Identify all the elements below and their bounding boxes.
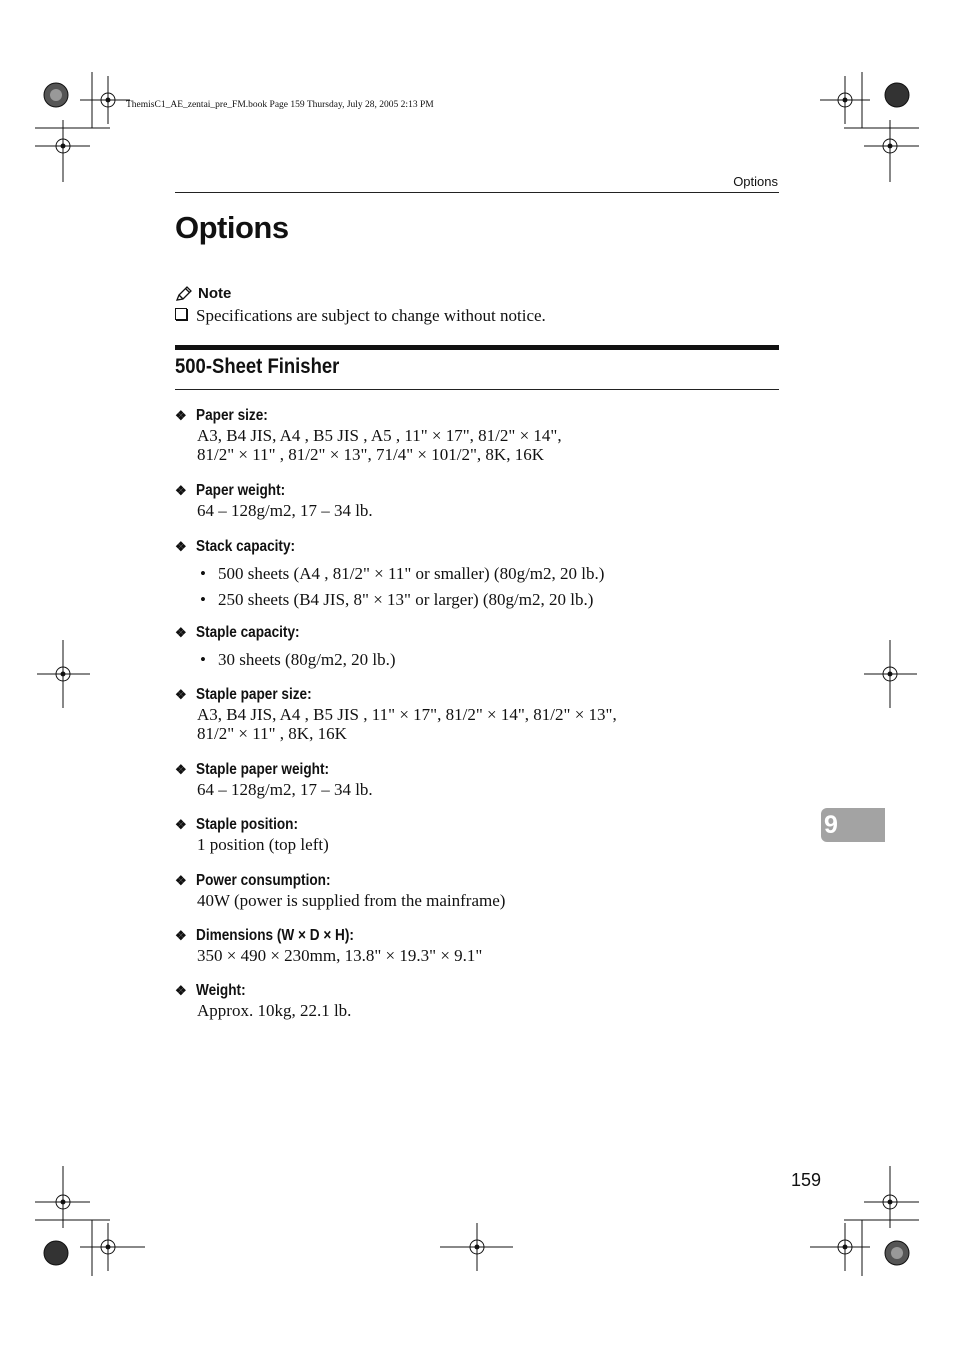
spec-label: Power consumption:	[196, 872, 331, 889]
spec-line: A3, B4 JIS, A4 , B5 JIS , 11" × 17", 81/2" × 14", 81/2" × 13",	[197, 705, 617, 724]
spec-paper-weight	[175, 480, 781, 520]
spec-line: Approx. 10kg, 22.1 lb.	[197, 1001, 352, 1020]
spec-line: 64 – 128g/m2, 17 – 34 lb.	[197, 780, 373, 799]
spec-label: Staple paper size:	[196, 686, 312, 703]
section-rule-thick	[175, 345, 779, 350]
spec-label: Paper weight:	[196, 482, 286, 499]
spec-label: Staple paper weight:	[196, 761, 329, 778]
diamond-icon: ❖	[175, 983, 187, 998]
spec-label: Dimensions (W × D × H):	[196, 927, 354, 944]
diamond-icon: ❖	[175, 625, 187, 640]
diamond-icon: ❖	[175, 539, 187, 554]
diamond-icon: ❖	[175, 817, 187, 832]
diamond-icon: ❖	[175, 928, 187, 943]
note-body: Specifications are subject to change without notice.	[196, 306, 546, 325]
note-heading	[175, 285, 231, 302]
running-head: Options	[733, 174, 778, 189]
note-text	[175, 306, 546, 326]
spec-line: 81/2" × 11" , 81/2" × 13", 71/4" × 101/2", 8K, 16K	[197, 445, 544, 464]
page-title: Options	[175, 210, 289, 245]
spec-paper-size	[175, 405, 781, 464]
spec-label: Staple capacity:	[196, 624, 300, 641]
section-rule	[175, 389, 779, 390]
spec-staple-capacity	[175, 622, 781, 669]
chapter-tab: 9	[821, 808, 885, 842]
spec-power-consumption	[175, 870, 781, 910]
spec-stack-capacity	[175, 536, 781, 609]
header-rule	[175, 192, 779, 193]
spec-dimensions	[175, 925, 781, 965]
spec-staple-position	[175, 814, 781, 854]
spec-label: Paper size:	[196, 407, 268, 424]
diamond-icon: ❖	[175, 873, 187, 888]
spec-label: Staple position:	[196, 816, 298, 833]
spec-line: 40W (power is supplied from the mainframe)	[197, 891, 506, 910]
spec-line: 350 × 490 × 230mm, 13.8" × 19.3" × 9.1"	[197, 946, 483, 965]
spec-staple-paper-size	[175, 684, 781, 743]
spec-bullet: • 250 sheets (B4 JIS, 8" × 13" or larger) (80g/m2, 20 lb.)	[197, 590, 781, 609]
checkbox-icon	[175, 308, 187, 320]
spec-line: 64 – 128g/m2, 17 – 34 lb.	[197, 501, 373, 520]
page-number: 159	[791, 1170, 822, 1190]
diamond-icon: ❖	[175, 408, 187, 423]
note-label: Note	[198, 285, 232, 302]
spec-staple-paper-weight	[175, 759, 781, 799]
spec-label: Weight:	[196, 982, 246, 999]
spec-bullet: • 500 sheets (A4 , 81/2" × 11" or smaller) (80g/m2, 20 lb.)	[197, 564, 781, 583]
diamond-icon: ❖	[175, 687, 187, 702]
spec-label: Stack capacity:	[196, 538, 296, 555]
diamond-icon: ❖	[175, 762, 187, 777]
spec-bullet: • 30 sheets (80g/m2, 20 lb.)	[197, 650, 781, 669]
spec-weight	[175, 980, 781, 1020]
print-meta: ThemisC1_AE_zentai_pre_FM.book Page 159 Thursday, July 28, 2005 2:13 PM	[126, 100, 434, 110]
diamond-icon: ❖	[175, 483, 187, 498]
spec-line: A3, B4 JIS, A4 , B5 JIS , A5 , 11" × 17", 81/2" × 14",	[197, 426, 562, 445]
spec-line: 1 position (top left)	[197, 835, 329, 854]
pencil-icon	[175, 286, 193, 302]
spec-line: 81/2" × 11" , 8K, 16K	[197, 724, 347, 743]
section-title: 500-Sheet Finisher	[175, 355, 340, 378]
